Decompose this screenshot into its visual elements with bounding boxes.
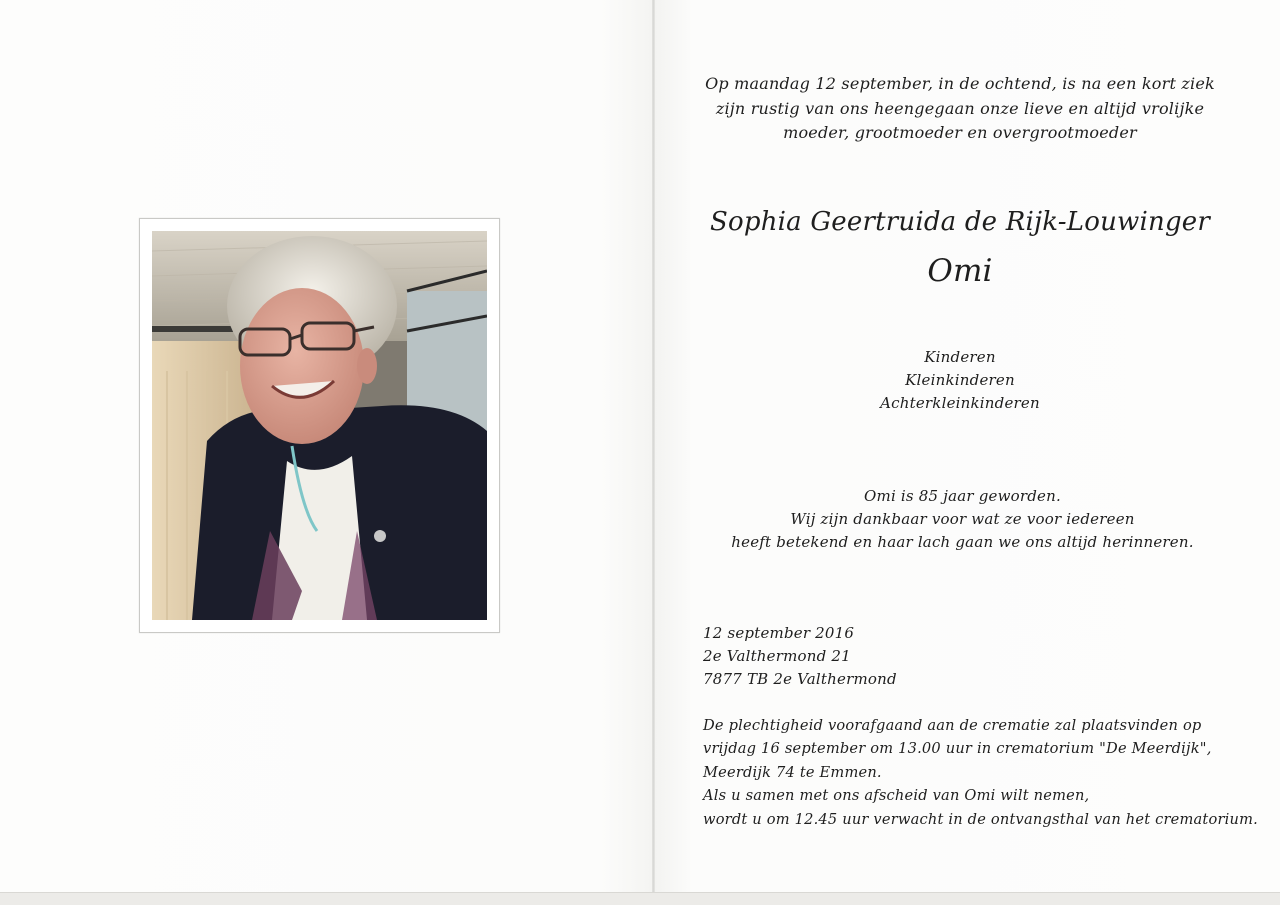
address-line: 12 september 2016	[703, 624, 855, 642]
ceremony-line: wordt u om 12.45 uur verwacht in de ontvangsthal van het crematorium.	[703, 810, 1258, 828]
memorial-line: Omi is 85 jaar geworden.	[864, 487, 1061, 505]
ceremony-line: Als u samen met ons afscheid van Omi wilt nemen,	[703, 787, 1090, 805]
portrait-photo	[152, 231, 487, 620]
family-item: Kinderen	[924, 348, 996, 366]
address-line: 7877 TB 2e Valthermond	[703, 670, 897, 688]
address-line: 2e Valthermond 21	[703, 647, 851, 665]
ceremony-line: Meerdijk 74 te Emmen.	[703, 763, 882, 781]
deceased-full-name: Sophia Geertruida de Rijk-Louwinger	[709, 207, 1211, 237]
scan-bottom-edge	[0, 892, 1280, 905]
memorial-line: Wij zijn dankbaar voor wat ze voor iedereen	[790, 510, 1135, 528]
family-list	[860, 346, 1060, 415]
ceremony-line: De plechtigheid voorafgaand aan de crematie zal plaatsvinden op	[703, 717, 1202, 734]
announcement-intro	[690, 72, 1230, 146]
family-item: Kleinkinderen	[905, 371, 1015, 389]
intro-line: moeder, grootmoeder en overgrootmoeder	[783, 123, 1137, 142]
portrait-illustration	[152, 231, 487, 620]
ceremony-details	[703, 714, 1258, 831]
family-item: Achterkleinkinderen	[880, 394, 1040, 412]
ceremony-line: vrijdag 16 september om 13.00 uur in crematorium "De Meerdijk",	[703, 740, 1212, 758]
intro-line: zijn rustig van ons heengegaan onze lieve en altijd vrolijke	[715, 98, 1205, 118]
intro-line: Op maandag 12 september, in de ochtend, is na een kort ziek	[705, 74, 1215, 93]
date-and-address	[703, 622, 897, 691]
portrait-photo-frame	[139, 218, 500, 633]
deceased-nickname: Omi	[927, 253, 993, 289]
memorial-line: heeft betekend en haar lach gaan we ons altijd herinneren.	[731, 533, 1194, 551]
memorial-text	[700, 485, 1225, 554]
